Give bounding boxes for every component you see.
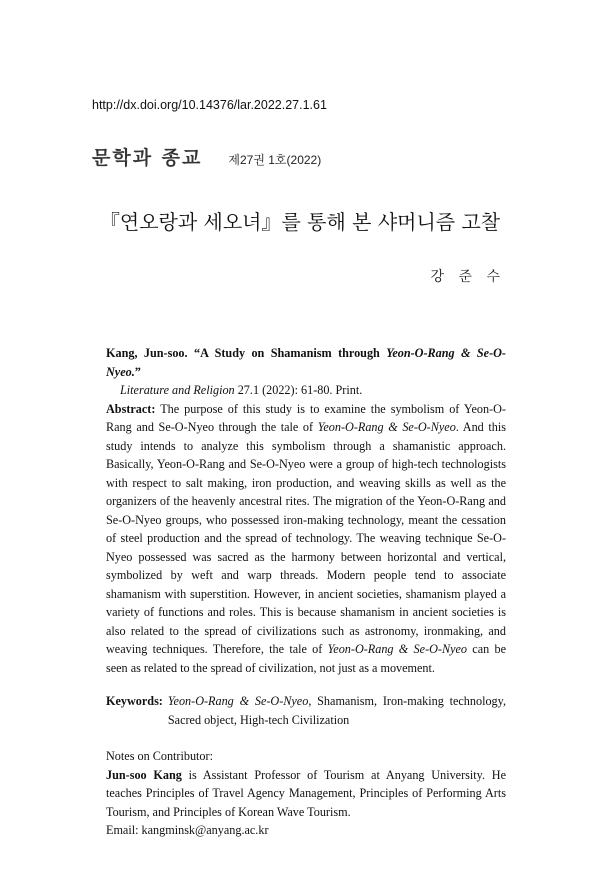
contributor-bio <box>106 766 506 822</box>
keywords <box>106 692 506 729</box>
paper-title: 『연오랑과 세오녀』를 통해 본 샤머니즘 고찰 <box>99 210 501 234</box>
citation-author: Kang, Jun-soo. <box>106 346 188 360</box>
citation <box>106 344 506 381</box>
journal-header <box>92 143 321 170</box>
abstract-italic1: Yeon-O-Rang & Se-O-Nyeo <box>317 420 456 434</box>
citation-source <box>106 381 506 400</box>
author-name: 강 준 수 <box>430 269 505 285</box>
citation-journal: Literature and Religion <box>120 383 235 397</box>
keywords-text: , Shamanism, Iron-making technology, Sacred object, High-tech Civilization <box>167 694 506 727</box>
keywords-label: Keywords: <box>106 694 163 708</box>
abstract-text <box>106 400 506 678</box>
citation-quote-close: ” <box>134 364 141 379</box>
issue-info: 제27권 1호(2022) <box>228 153 322 167</box>
citation-title: Yeon-O-Rang & Se-O-Nyeo. <box>106 346 506 379</box>
abstract-part2: . And this study intends to analyze this symbolism through a shamanistic approach. Basically, Yeon-O-Rang and Se-O-Nyeo were a group of high-tech technologists with respect to salt making, iron production, and weaving skills as well as the organizers of the heavenly ancestral rites. The migration of the Yeon-O-Rang and Se-O-Nyeo groups, who possessed iron-making technology, meant the cessation of steel production and the spread of technology. The weaving technique Se-O-Nyeo possessed was sacred as the harmony between horizontal and vertical, symbolized by weft and warp threads. Modern people tend to associate shamanism with superstition. However, in ancient societies, shamanism played a variety of functions and roles. This is because shamanism in ancient societies is also related to the spread of civilizations such as astronomy, ironmaking, and weaving techniques. Therefore, the tale of <box>106 420 507 656</box>
citation-quote-open: “A Study on Shamanism through <box>193 346 387 360</box>
abstract-label: Abstract: <box>106 401 156 416</box>
notes-heading: Notes on Contributor: <box>106 749 213 763</box>
abstract-part3: can be seen as related to the spread of civilization, not just as a movement. <box>106 642 507 675</box>
abstract-italic2: Yeon-O-Rang & Se-O-Nyeo <box>327 642 468 656</box>
citation-details: 27.1 (2022): 61-80. Print. <box>234 383 363 397</box>
contributor-name: Jun-soo Kang <box>106 767 182 782</box>
doi-link[interactable]: http://dx.doi.org/10.14376/lar.2022.27.1.61 <box>92 98 327 112</box>
abstract-part1: The purpose of this study is to examine the symbolism of Yeon-O-Rang and Se-O-Nyeo through the tale of <box>106 401 506 434</box>
contributor-email[interactable]: Email: kangminsk@anyang.ac.kr <box>106 823 269 837</box>
contributor-bio-text: is Assistant Professor of Tourism at Anyang University. He teaches Principles of Travel Agency Management, Principles of Performing Arts Tourism, and Principles of Korean Wave Tourism. <box>106 767 506 819</box>
journal-logo: 문학과 종교 <box>92 147 203 169</box>
keywords-italic: Yeon-O-Rang & Se-O-Nyeo <box>167 694 309 708</box>
abstract-block <box>106 344 506 840</box>
keywords-list <box>168 692 506 729</box>
